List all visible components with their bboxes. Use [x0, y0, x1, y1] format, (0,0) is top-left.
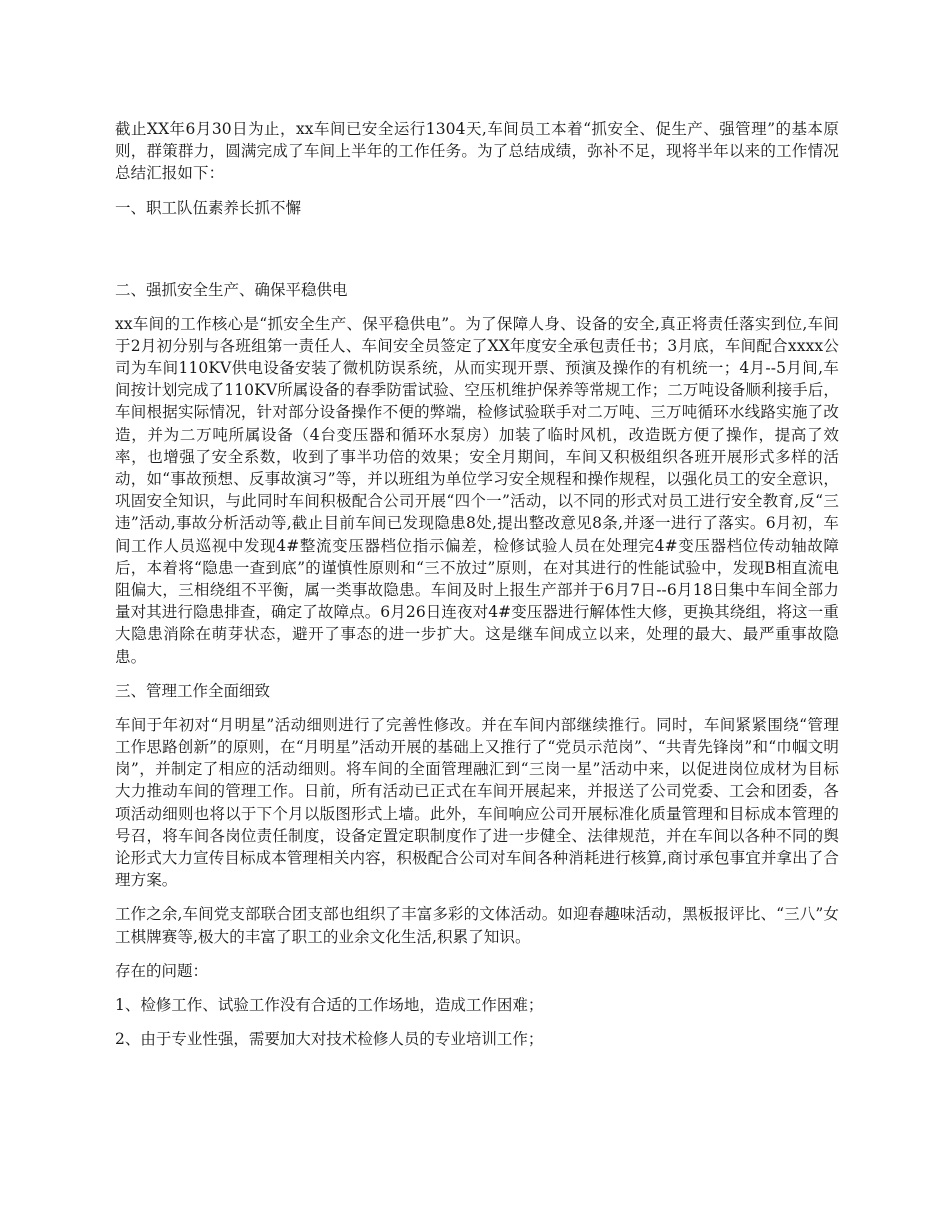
document-page — [115, 118, 839, 1050]
intro-paragraph: 截止XX年6月30日为止，xx车间已安全运行1304天,车间员工本着“抓安全、促生产、强管理”的基本原则，群策群力，圆满完成了车间上半年的工作任务。为了总结成绩，弥补不足，现将半年以来的工作情况总结汇报如下： — [115, 120, 839, 183]
section-2-heading: 二、强抓安全生产、确保平稳供电 — [115, 280, 348, 299]
section-2-body: xx车间的工作核心是“抓安全生产、保平稳供电”。为了保障人身、设备的安全,真正将责任落实到位,车间于2月初分别与各班组第一责任人、车间安全员签定了XX年度安全承包责任书；3月底，车间配合xxxx公司为车间110KV供电设备安装了微机防误系统，从而实现开票、预演及操作的有机统一；4月--5月间,车间按计划完成了110KV所属设备的春季防雷试验、空压机维护保养等常规工作；二万吨设备顺利接手后，车间根据实际情况，针对部分设备操作不便的弊端，检修试验联手对二万吨、三万吨循环水线路实施了改造，并为二万吨所属设备（4台变压器和循环水泵房）加装了临时风机，改造既方便了操作，提高了效率，也增强了安全系数，收到了事半功倍的效果；安全月期间，车间又积极组织各班开展形式多样的活动，如“事故预想、反事故演习”等，并以班组为单位学习安全规程和操作规程，以强化员工的安全意识，巩固安全知识，与此同时车间积极配合公司开展“四个一”活动，以不同的形式对员工进行安全教育,反“三违”活动,事故分析活动等,截止目前车间已发现隐患8处,提出整改意见8条,并逐一进行了落实。6月初，车间工作人员巡视中发现4#整流变压器档位指示偏差，检修试验人员在处理完4#变压器档位传动轴故障后，本着将“隐患一查到底”的谨慎性原则和“三不放过”原则，在对其进行的性能试验中，发现B相直流电阻偏大，三相绕组不平衡，属一类事故隐患。车间及时上报生产部并于6月7日--6月18日集中车间全部力量对其进行隐患排查，确定了故障点。6月26日连夜对4#变压器进行解体性大修，更换其绕组，将这一重大隐患消除在萌芽状态，避开了事态的进一步扩大。这是继车间成立以来，处理的最大、最严重事故隐患。 — [115, 314, 839, 666]
spacer — [115, 702, 839, 714]
spacer — [115, 219, 839, 279]
section-3-body-1: 车间于年初对“月明星”活动细则进行了完善性修改。并在车间内部继续推行。同时，车间紧紧围绕“管理工作思路创新”的原则，在“月明星”活动开展的基础上又推行了“党员示范岗”、“共青先锋岗”和“巾帼文明岗”，并制定了相应的活动细则。将车间的全面管理融汇到“三岗一星”活动中来，以促进岗位成材为目标大力推动车间的管理工作。日前，所有活动已正式在车间开展起来，并报送了公司党委、工会和团委，各项活动细则也将以于下个月以版图形式上墙。此外，车间响应公司开展标准化质量管理和目标成本管理的号召，将车间各岗位责任制度，设备定置定职制度作了进一步健全、法律规范，并在车间以各种不同的舆论形式大力宣传目标成本管理相关内容，积极配合公司对车间各种消耗进行核算,商讨承包事宜并拿出了合理方案。 — [115, 715, 839, 890]
spacer — [115, 185, 839, 197]
section-1-heading: 一、职工队伍素养长抓不懈 — [115, 198, 302, 217]
problems-heading: 存在的问题： — [115, 961, 209, 980]
spacer — [115, 668, 839, 680]
problem-item-2: 2、由于专业性强，需要加大对技术检修人员的专业培训工作； — [115, 1029, 544, 1048]
section-3-heading: 三、管理工作全面细致 — [115, 681, 271, 700]
spacer — [115, 948, 839, 960]
spacer — [115, 1016, 839, 1028]
spacer — [115, 301, 839, 313]
problem-item-1: 1、检修工作、试验工作没有合适的工作场地，造成工作困难； — [115, 995, 544, 1014]
section-3-body-2: 工作之余,车间党支部联合团支部也组织了丰富多彩的文体活动。如迎春趣味活动，黑板报评比、“三八”女工棋牌赛等,极大的丰富了职工的业余文化生活,积累了知识。 — [115, 905, 839, 946]
spacer — [115, 891, 839, 903]
spacer — [115, 982, 839, 994]
